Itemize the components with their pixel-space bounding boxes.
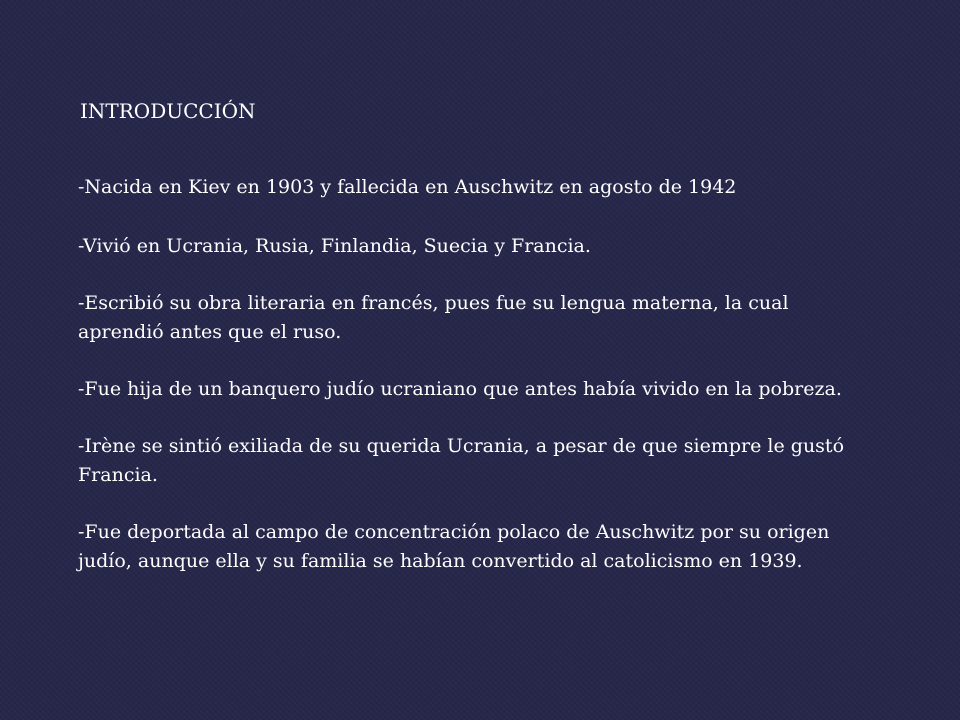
- paragraph-family: -Fue hija de un banquero judío ucraniano que antes había vivido en la pobreza.: [78, 378, 842, 400]
- paragraph-birth-death: -Nacida en Kiev en 1903 y fallecida en Auschwitz en agosto de 1942: [78, 176, 737, 198]
- slide-body: [78, 173, 868, 604]
- paragraph-language: -Escribió su obra literaria en francés, pues fue su lengua materna, la cual aprendió antes que el ruso.: [78, 292, 789, 343]
- slide-title: INTRODUCCIÓN: [80, 99, 256, 123]
- paragraph-deportation: -Fue deportada al campo de concentración polaco de Auschwitz por su origen judío, aunque ella y su familia se habían convertido al catolicismo en 1939.: [78, 521, 830, 572]
- paragraph-exile: -Irène se sintió exiliada de su querida Ucrania, a pesar de que siempre le gustó Francia.: [78, 435, 845, 486]
- paragraph-countries: -Vivió en Ucrania, Rusia, Finlandia, Suecia y Francia.: [78, 235, 591, 257]
